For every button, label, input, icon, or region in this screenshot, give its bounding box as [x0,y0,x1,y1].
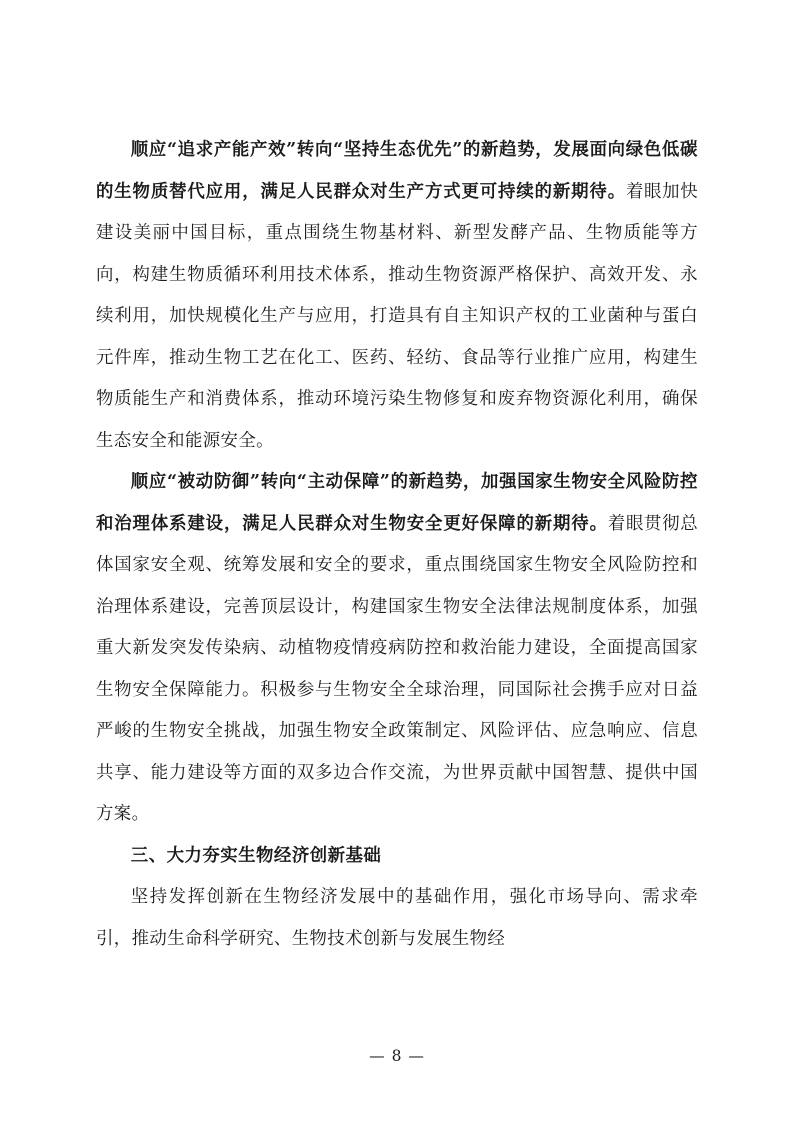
paragraph-1-lead: 顺应“追求产能产效”转向“坚持生态优先”的新趋势，发展面向绿色低碳的生物质替代应用，满足人民群众对生产方式更可持续的新期待。 [96,140,698,202]
paragraph-2 [96,462,698,836]
paragraph-1 [96,130,698,462]
page-number: — 8 — [369,1047,425,1065]
paragraph-1-text: 着眼加快建设美丽中国目标，重点围绕生物基材料、新型发酵产品、生物质能等方向，构建生物质循环利用技术体系，推动生物资源严格保护、高效开发、永续利用，加快规模化生产与应用，打造具有自主知识产权的工业菌种与蛋白元件库，推动生物工艺在化工、医药、轻纺、食品等行业推广应用，构建生物质能生产和消费体系，推动环境污染生物修复和废弃物资源化利用，确保生态安全和能源安全。 [96,181,698,451]
paragraph-3 [96,877,698,960]
paragraph-3-text: 坚持发挥创新在生物经济发展中的基础作用，强化市场导向、需求牵引，推动生命科学研究、生物技术创新与发展生物经 [96,887,698,949]
document-body [96,130,698,960]
section-heading: 三、大力夯实生物经济创新基础 [130,845,382,866]
paragraph-2-lead: 顺应“被动防御”转向“主动保障”的新趋势，加强国家生物安全风险防控和治理体系建设，满足人民群众对生物安全更好保障的新期待。 [96,472,698,534]
paragraph-2-text: 着眼贯彻总体国家安全观、统筹发展和安全的要求，重点围绕国家生物安全风险防控和治理体系建设，完善顶层设计，构建国家生物安全法律法规制度体系，加强重大新发突发传染病、动植物疫情疫病防控和救治能力建设，全面提高国家生物安全保障能力。积极参与生物安全全球治理，同国际社会携手应对日益严峻的生物安全挑战，加强生物安全政策制定、风险评估、应急响应、信息共享、能力建设等方面的双多边合作交流，为世界贡献中国智慧、提供中国方案。 [96,513,698,824]
